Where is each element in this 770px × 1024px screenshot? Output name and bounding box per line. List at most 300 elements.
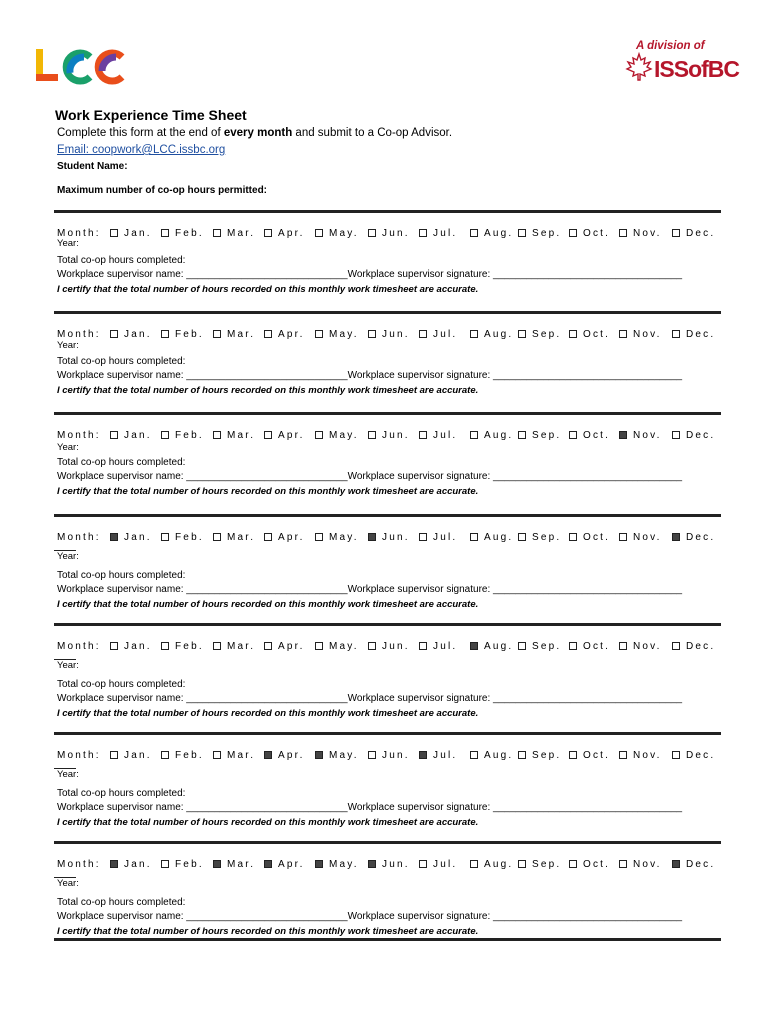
- month-checkbox[interactable]: [368, 431, 376, 439]
- month-option-jan[interactable]: [110, 430, 152, 441]
- month-checkbox[interactable]: [213, 860, 221, 868]
- month-checkbox[interactable]: [368, 533, 376, 541]
- month-option-jun[interactable]: [368, 750, 410, 761]
- month-option-label: Apr.: [278, 228, 305, 239]
- month-checkbox[interactable]: [419, 533, 427, 541]
- supervisor-line: Workplace supervisor name: _____________________________Workplace supervisor signature: __________________________________: [57, 802, 683, 813]
- max-hours-label: Maximum number of co-op hours permitted:: [57, 185, 268, 196]
- month-option-label: Mar.: [227, 641, 256, 652]
- month-option-label: Aug.: [484, 430, 514, 441]
- month-checkbox[interactable]: [419, 751, 427, 759]
- month-checkbox[interactable]: [470, 229, 478, 237]
- month-option-label: Oct.: [583, 750, 611, 761]
- month-checkbox[interactable]: [315, 642, 323, 650]
- month-checkbox[interactable]: [619, 330, 627, 338]
- month-option-label: Jun.: [382, 329, 410, 340]
- month-checkbox[interactable]: [619, 751, 627, 759]
- month-checkbox[interactable]: [161, 330, 169, 338]
- month-checkbox[interactable]: [672, 229, 680, 237]
- month-checkbox[interactable]: [419, 642, 427, 650]
- month-option-jul[interactable]: [419, 859, 457, 870]
- month-checkbox[interactable]: [419, 330, 427, 338]
- certify-statement: I certify that the total number of hours recorded on this monthly work timesheet are accurate.: [57, 486, 479, 497]
- month-option-label: Feb.: [175, 228, 204, 239]
- section-divider: [54, 938, 721, 941]
- total-hours-label: Total co-op hours completed:: [57, 570, 186, 581]
- month-option-label: Sep.: [532, 329, 562, 340]
- month-checkbox[interactable]: [213, 330, 221, 338]
- month-option-oct[interactable]: [569, 750, 610, 761]
- month-option-oct[interactable]: [569, 641, 610, 652]
- month-option-label: Feb.: [175, 430, 204, 441]
- section-divider: [54, 412, 721, 415]
- month-option-label: Oct.: [583, 859, 611, 870]
- month-option-jun[interactable]: [368, 430, 410, 441]
- month-option-label: May.: [329, 329, 359, 340]
- month-option-feb[interactable]: [161, 228, 204, 239]
- month-option-jul[interactable]: [419, 532, 457, 543]
- month-option-label: Dec.: [686, 641, 716, 652]
- month-option-aug[interactable]: [470, 641, 513, 652]
- month-option-dec[interactable]: [672, 532, 715, 543]
- month-option-label: May.: [329, 228, 359, 239]
- month-selector-row: [57, 430, 717, 444]
- month-option-may[interactable]: [315, 641, 359, 652]
- month-option-label: Dec.: [686, 430, 716, 441]
- month-option-may[interactable]: [315, 430, 359, 441]
- month-option-oct[interactable]: [569, 859, 610, 870]
- month-option-label: Jun.: [382, 228, 410, 239]
- month-checkbox[interactable]: [619, 642, 627, 650]
- month-checkbox[interactable]: [619, 860, 627, 868]
- month-checkbox[interactable]: [569, 533, 577, 541]
- supervisor-line: Workplace supervisor name: _____________________________Workplace supervisor signature: __________________________________: [57, 911, 683, 922]
- month-checkbox[interactable]: [672, 751, 680, 759]
- month-option-label: May.: [329, 859, 359, 870]
- month-checkbox[interactable]: [264, 860, 272, 868]
- maple-leaf-icon: [624, 52, 654, 82]
- supervisor-line: Workplace supervisor name: _____________________________Workplace supervisor signature: __________________________________: [57, 693, 683, 704]
- year-label: Year:: [57, 551, 79, 562]
- year-label: Year:: [57, 660, 79, 671]
- month-checkbox[interactable]: [569, 751, 577, 759]
- month-checkbox[interactable]: [264, 533, 272, 541]
- month-option-sep[interactable]: [518, 430, 561, 441]
- section-divider: [54, 732, 721, 735]
- month-option-label: Sep.: [532, 228, 562, 239]
- month-checkbox[interactable]: [213, 642, 221, 650]
- month-checkbox[interactable]: [315, 229, 323, 237]
- month-checkbox[interactable]: [569, 431, 577, 439]
- section-divider: [54, 514, 721, 517]
- month-option-apr[interactable]: [264, 532, 305, 543]
- month-option-label: May.: [329, 750, 359, 761]
- month-option-label: Nov.: [633, 329, 662, 340]
- lcc-logo: [34, 47, 126, 85]
- month-option-feb[interactable]: [161, 532, 204, 543]
- month-checkbox[interactable]: [518, 642, 526, 650]
- month-label: Month:: [57, 329, 101, 340]
- month-option-label: May.: [329, 532, 359, 543]
- month-option-label: Mar.: [227, 750, 256, 761]
- month-checkbox[interactable]: [672, 642, 680, 650]
- month-option-label: Aug.: [484, 750, 514, 761]
- email-link[interactable]: Email: coopwork@LCC.issbc.org: [57, 144, 226, 156]
- month-option-dec[interactable]: [672, 430, 715, 441]
- month-checkbox[interactable]: [470, 533, 478, 541]
- month-checkbox[interactable]: [672, 533, 680, 541]
- month-checkbox[interactable]: [315, 431, 323, 439]
- month-option-apr[interactable]: [264, 750, 305, 761]
- month-checkbox[interactable]: [419, 860, 427, 868]
- student-name-label: Student Name:: [57, 161, 128, 172]
- month-option-label: Jun.: [382, 859, 410, 870]
- month-checkbox[interactable]: [110, 431, 118, 439]
- month-option-jan[interactable]: [110, 750, 152, 761]
- month-option-aug[interactable]: [470, 228, 513, 239]
- month-option-label: Aug.: [484, 329, 514, 340]
- month-option-jun[interactable]: [368, 532, 410, 543]
- month-option-label: Jan.: [124, 641, 152, 652]
- month-option-label: Sep.: [532, 641, 562, 652]
- month-checkbox[interactable]: [161, 642, 169, 650]
- month-option-label: Nov.: [633, 750, 662, 761]
- month-checkbox[interactable]: [672, 431, 680, 439]
- month-checkbox[interactable]: [213, 751, 221, 759]
- month-option-label: Mar.: [227, 532, 256, 543]
- month-option-nov[interactable]: [619, 859, 662, 870]
- month-checkbox[interactable]: [161, 533, 169, 541]
- month-option-dec[interactable]: [672, 859, 715, 870]
- month-checkbox[interactable]: [569, 642, 577, 650]
- supervisor-line: Workplace supervisor name: _____________________________Workplace supervisor signature: __________________________________: [57, 471, 683, 482]
- month-option-label: Sep.: [532, 430, 562, 441]
- page-title: Work Experience Time Sheet: [55, 107, 247, 123]
- total-hours-label: Total co-op hours completed:: [57, 679, 186, 690]
- month-option-mar[interactable]: [213, 329, 255, 340]
- section-divider: [54, 311, 721, 314]
- month-checkbox[interactable]: [470, 860, 478, 868]
- month-checkbox[interactable]: [264, 642, 272, 650]
- month-option-label: Jul.: [433, 329, 458, 340]
- month-option-label: Aug.: [484, 859, 514, 870]
- month-option-label: Apr.: [278, 641, 305, 652]
- month-option-label: Nov.: [633, 228, 662, 239]
- certify-statement: I certify that the total number of hours recorded on this monthly work timesheet are accurate.: [57, 817, 479, 828]
- month-label: Month:: [57, 430, 101, 441]
- month-option-label: Oct.: [583, 228, 611, 239]
- month-option-label: Jul.: [433, 859, 458, 870]
- month-label: Month:: [57, 228, 101, 239]
- month-option-label: Jun.: [382, 430, 410, 441]
- month-checkbox[interactable]: [315, 330, 323, 338]
- total-hours-label: Total co-op hours completed:: [57, 255, 186, 266]
- month-option-label: Jul.: [433, 228, 458, 239]
- month-option-label: Nov.: [633, 430, 662, 441]
- month-option-aug[interactable]: [470, 430, 513, 441]
- month-option-label: Jul.: [433, 430, 458, 441]
- month-option-sep[interactable]: [518, 859, 561, 870]
- month-checkbox[interactable]: [110, 330, 118, 338]
- month-option-label: Apr.: [278, 532, 305, 543]
- month-option-label: May.: [329, 430, 359, 441]
- month-option-label: Jun.: [382, 750, 410, 761]
- month-option-aug[interactable]: [470, 532, 513, 543]
- month-option-label: Oct.: [583, 430, 611, 441]
- month-option-label: Sep.: [532, 859, 562, 870]
- month-option-mar[interactable]: [213, 859, 255, 870]
- month-checkbox[interactable]: [518, 533, 526, 541]
- month-option-jul[interactable]: [419, 329, 457, 340]
- month-option-jun[interactable]: [368, 329, 410, 340]
- month-checkbox[interactable]: [213, 533, 221, 541]
- month-option-jan[interactable]: [110, 641, 152, 652]
- month-option-sep[interactable]: [518, 329, 561, 340]
- month-option-may[interactable]: [315, 532, 359, 543]
- month-option-nov[interactable]: [619, 750, 662, 761]
- month-option-jan[interactable]: [110, 329, 152, 340]
- month-checkbox[interactable]: [518, 229, 526, 237]
- month-option-mar[interactable]: [213, 641, 255, 652]
- month-option-label: Feb.: [175, 859, 204, 870]
- month-option-nov[interactable]: [619, 532, 662, 543]
- month-option-label: Aug.: [484, 532, 514, 543]
- month-checkbox[interactable]: [518, 860, 526, 868]
- month-option-label: Jan.: [124, 532, 152, 543]
- month-option-jun[interactable]: [368, 859, 410, 870]
- month-checkbox[interactable]: [470, 642, 478, 650]
- intro-text: Complete this form at the end of every month and submit to a Co-op Advisor.: [57, 127, 453, 139]
- month-option-feb[interactable]: [161, 859, 204, 870]
- month-label: Month:: [57, 641, 101, 652]
- month-option-jul[interactable]: [419, 750, 457, 761]
- month-checkbox[interactable]: [315, 860, 323, 868]
- month-checkbox[interactable]: [161, 860, 169, 868]
- month-option-jan[interactable]: [110, 532, 152, 543]
- month-checkbox[interactable]: [368, 642, 376, 650]
- month-option-jul[interactable]: [419, 641, 457, 652]
- month-checkbox[interactable]: [315, 751, 323, 759]
- month-option-label: Feb.: [175, 329, 204, 340]
- month-option-may[interactable]: [315, 859, 359, 870]
- month-checkbox[interactable]: [213, 431, 221, 439]
- month-option-may[interactable]: [315, 750, 359, 761]
- month-option-aug[interactable]: [470, 859, 513, 870]
- month-option-label: Apr.: [278, 859, 305, 870]
- month-option-dec[interactable]: [672, 228, 715, 239]
- month-checkbox[interactable]: [264, 229, 272, 237]
- month-option-dec[interactable]: [672, 641, 715, 652]
- month-option-dec[interactable]: [672, 750, 715, 761]
- month-option-jun[interactable]: [368, 228, 410, 239]
- month-option-sep[interactable]: [518, 641, 561, 652]
- month-checkbox[interactable]: [518, 431, 526, 439]
- month-option-label: Nov.: [633, 641, 662, 652]
- month-checkbox[interactable]: [470, 431, 478, 439]
- month-checkbox[interactable]: [672, 330, 680, 338]
- month-option-label: Jan.: [124, 859, 152, 870]
- month-option-nov[interactable]: [619, 430, 662, 441]
- month-checkbox[interactable]: [110, 533, 118, 541]
- month-option-sep[interactable]: [518, 750, 561, 761]
- month-option-label: Jul.: [433, 750, 458, 761]
- month-checkbox[interactable]: [161, 751, 169, 759]
- month-label: Month:: [57, 750, 101, 761]
- month-checkbox[interactable]: [368, 751, 376, 759]
- month-option-feb[interactable]: [161, 430, 204, 441]
- month-option-aug[interactable]: [470, 329, 513, 340]
- month-selector-row: [57, 532, 717, 546]
- month-checkbox[interactable]: [569, 229, 577, 237]
- year-label: Year:: [57, 878, 79, 889]
- year-label: Year:: [57, 769, 79, 780]
- month-checkbox[interactable]: [110, 860, 118, 868]
- year-label: Year:: [57, 340, 79, 351]
- month-checkbox[interactable]: [518, 330, 526, 338]
- month-option-label: Aug.: [484, 641, 514, 652]
- month-checkbox[interactable]: [264, 431, 272, 439]
- issofbc-logo-text: ISSofBC: [654, 56, 739, 82]
- month-option-may[interactable]: [315, 228, 359, 239]
- month-option-dec[interactable]: [672, 329, 715, 340]
- year-label: Year:: [57, 442, 79, 453]
- month-option-label: Mar.: [227, 430, 256, 441]
- month-checkbox[interactable]: [161, 229, 169, 237]
- section-divider: [54, 841, 721, 844]
- iss-division-text: A division of: [636, 40, 705, 52]
- month-option-label: Dec.: [686, 532, 716, 543]
- year-label: Year:: [57, 238, 79, 249]
- month-option-label: Jan.: [124, 228, 152, 239]
- month-label: Month:: [57, 532, 101, 543]
- month-option-jul[interactable]: [419, 228, 457, 239]
- month-selector-row: [57, 641, 717, 655]
- month-option-oct[interactable]: [569, 329, 610, 340]
- month-checkbox[interactable]: [619, 229, 627, 237]
- supervisor-line: Workplace supervisor name: _____________________________Workplace supervisor signature: __________________________________: [57, 370, 683, 381]
- month-option-label: Jul.: [433, 641, 458, 652]
- month-option-apr[interactable]: [264, 430, 305, 441]
- certify-statement: I certify that the total number of hours recorded on this monthly work timesheet are accurate.: [57, 284, 479, 295]
- month-option-label: Jul.: [433, 532, 458, 543]
- month-option-nov[interactable]: [619, 641, 662, 652]
- month-checkbox[interactable]: [161, 431, 169, 439]
- month-option-label: Dec.: [686, 750, 716, 761]
- total-hours-label: Total co-op hours completed:: [57, 457, 186, 468]
- month-checkbox[interactable]: [569, 860, 577, 868]
- month-checkbox[interactable]: [315, 533, 323, 541]
- month-option-label: Jan.: [124, 329, 152, 340]
- supervisor-line: Workplace supervisor name: _____________________________Workplace supervisor signature: __________________________________: [57, 584, 683, 595]
- month-option-oct[interactable]: [569, 430, 610, 441]
- month-option-apr[interactable]: [264, 641, 305, 652]
- month-option-label: Apr.: [278, 430, 305, 441]
- month-option-oct[interactable]: [569, 532, 610, 543]
- month-option-may[interactable]: [315, 329, 359, 340]
- total-hours-label: Total co-op hours completed:: [57, 897, 186, 908]
- month-option-feb[interactable]: [161, 750, 204, 761]
- month-option-label: Feb.: [175, 750, 204, 761]
- month-option-label: Aug.: [484, 228, 514, 239]
- month-option-label: Nov.: [633, 532, 662, 543]
- month-option-mar[interactable]: [213, 750, 255, 761]
- month-option-label: Sep.: [532, 532, 562, 543]
- month-option-mar[interactable]: [213, 228, 255, 239]
- month-option-label: Feb.: [175, 641, 204, 652]
- month-option-label: Mar.: [227, 329, 256, 340]
- month-option-jul[interactable]: [419, 430, 457, 441]
- month-checkbox[interactable]: [672, 860, 680, 868]
- month-checkbox[interactable]: [619, 431, 627, 439]
- month-option-jan[interactable]: [110, 228, 152, 239]
- month-option-sep[interactable]: [518, 228, 561, 239]
- month-checkbox[interactable]: [569, 330, 577, 338]
- certify-statement: I certify that the total number of hours recorded on this monthly work timesheet are accurate.: [57, 385, 479, 396]
- month-checkbox[interactable]: [419, 229, 427, 237]
- month-checkbox[interactable]: [470, 330, 478, 338]
- month-checkbox[interactable]: [619, 533, 627, 541]
- month-checkbox[interactable]: [419, 431, 427, 439]
- certify-statement: I certify that the total number of hours recorded on this monthly work timesheet are accurate.: [57, 708, 479, 719]
- month-option-sep[interactable]: [518, 532, 561, 543]
- month-option-label: Dec.: [686, 329, 716, 340]
- month-option-aug[interactable]: [470, 750, 513, 761]
- section-divider: [54, 210, 721, 213]
- month-checkbox[interactable]: [264, 751, 272, 759]
- month-option-apr[interactable]: [264, 859, 305, 870]
- month-checkbox[interactable]: [470, 751, 478, 759]
- month-option-jun[interactable]: [368, 641, 410, 652]
- month-option-mar[interactable]: [213, 532, 255, 543]
- supervisor-line: Workplace supervisor name: _____________________________Workplace supervisor signature: __________________________________: [57, 269, 683, 280]
- month-option-label: Jan.: [124, 430, 152, 441]
- month-option-label: May.: [329, 641, 359, 652]
- month-checkbox[interactable]: [110, 229, 118, 237]
- month-option-oct[interactable]: [569, 228, 610, 239]
- month-selector-row: [57, 859, 717, 873]
- month-checkbox[interactable]: [368, 330, 376, 338]
- month-option-apr[interactable]: [264, 329, 305, 340]
- month-option-label: Jun.: [382, 532, 410, 543]
- month-option-label: Jun.: [382, 641, 410, 652]
- month-option-mar[interactable]: [213, 430, 255, 441]
- month-checkbox[interactable]: [213, 229, 221, 237]
- month-option-apr[interactable]: [264, 228, 305, 239]
- month-label: Month:: [57, 859, 101, 870]
- month-checkbox[interactable]: [368, 860, 376, 868]
- month-option-feb[interactable]: [161, 329, 204, 340]
- total-hours-label: Total co-op hours completed:: [57, 356, 186, 367]
- month-option-label: Mar.: [227, 859, 256, 870]
- month-checkbox[interactable]: [368, 229, 376, 237]
- month-option-label: Oct.: [583, 641, 611, 652]
- month-checkbox[interactable]: [110, 642, 118, 650]
- month-checkbox[interactable]: [518, 751, 526, 759]
- month-option-feb[interactable]: [161, 641, 204, 652]
- month-option-nov[interactable]: [619, 329, 662, 340]
- month-checkbox[interactable]: [110, 751, 118, 759]
- month-checkbox[interactable]: [264, 330, 272, 338]
- total-hours-label: Total co-op hours completed:: [57, 788, 186, 799]
- month-selector-row: [57, 329, 717, 343]
- month-option-label: Mar.: [227, 228, 256, 239]
- month-option-label: Apr.: [278, 329, 305, 340]
- month-option-nov[interactable]: [619, 228, 662, 239]
- month-option-label: Jan.: [124, 750, 152, 761]
- month-option-jan[interactable]: [110, 859, 152, 870]
- section-divider: [54, 623, 721, 626]
- certify-statement: I certify that the total number of hours recorded on this monthly work timesheet are accurate.: [57, 926, 479, 937]
